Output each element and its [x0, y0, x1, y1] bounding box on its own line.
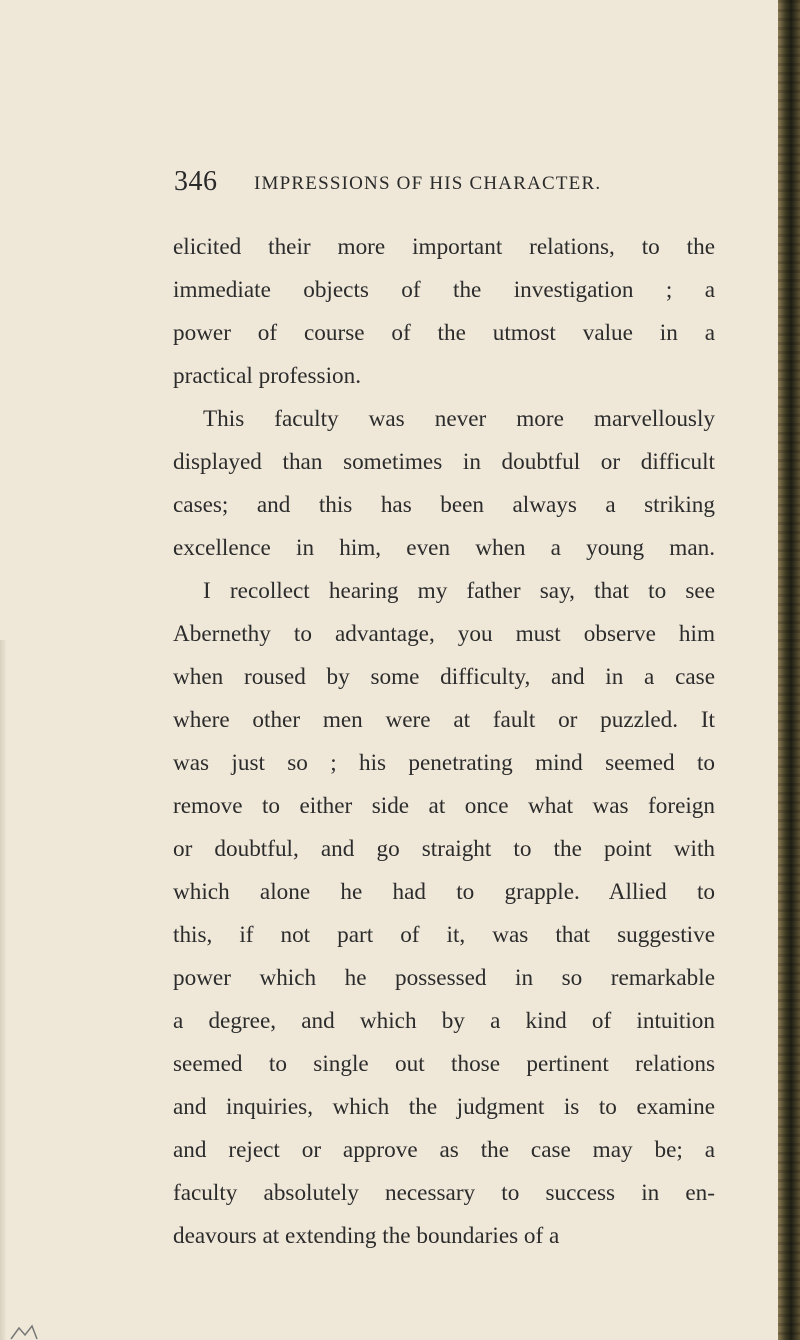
text-line: displayed than sometimes in doubtful or difficult	[173, 449, 715, 475]
text-line: remove to either side at once what was foreign	[173, 793, 715, 819]
running-head: IMPRESSIONS OF HIS CHARACTER.	[254, 173, 602, 194]
text-line: immediate objects of the investigation ; a	[173, 277, 715, 303]
text-line: was just so ; his penetrating mind seemed to	[173, 750, 715, 776]
text-line: which alone he had to grapple. Allied to	[173, 879, 715, 905]
text-line: and inquiries, which the judgment is to examine	[173, 1094, 715, 1120]
text-line: deavours at extending the boundaries of a	[173, 1223, 560, 1249]
page-number: 346	[174, 166, 218, 197]
page-header	[174, 162, 734, 202]
text-line: power which he possessed in so remarkable	[173, 965, 715, 991]
text-line: or doubtful, and go straight to the point with	[173, 836, 715, 862]
text-line: this, if not part of it, was that suggestive	[173, 922, 715, 948]
text-line: faculty absolutely necessary to success in en-	[173, 1180, 715, 1206]
text-line: seemed to single out those pertinent relations	[173, 1051, 715, 1077]
text-line: power of course of the utmost value in a	[173, 320, 715, 346]
body-text	[173, 226, 715, 1258]
page-gutter-shadow	[0, 640, 6, 1340]
text-line: a degree, and which by a kind of intuition	[173, 1008, 715, 1034]
text-line: elicited their more important relations, to the	[173, 234, 715, 260]
text-line: and reject or approve as the case may be; a	[173, 1137, 715, 1163]
text-line: where other men were at fault or puzzled. It	[173, 707, 715, 733]
text-line: I recollect hearing my father say, that to see	[203, 578, 715, 604]
text-line: practical profession.	[173, 363, 362, 389]
text-line: This faculty was never more marvellously	[203, 406, 715, 432]
text-line: Abernethy to advantage, you must observe him	[173, 621, 715, 647]
text-line: excellence in him, even when a young man.	[173, 535, 715, 561]
text-line: when roused by some difficulty, and in a case	[173, 664, 715, 690]
book-edge	[778, 0, 800, 1340]
corner-fold-mark	[10, 1320, 38, 1340]
text-line: cases; and this has been always a striking	[173, 492, 715, 518]
